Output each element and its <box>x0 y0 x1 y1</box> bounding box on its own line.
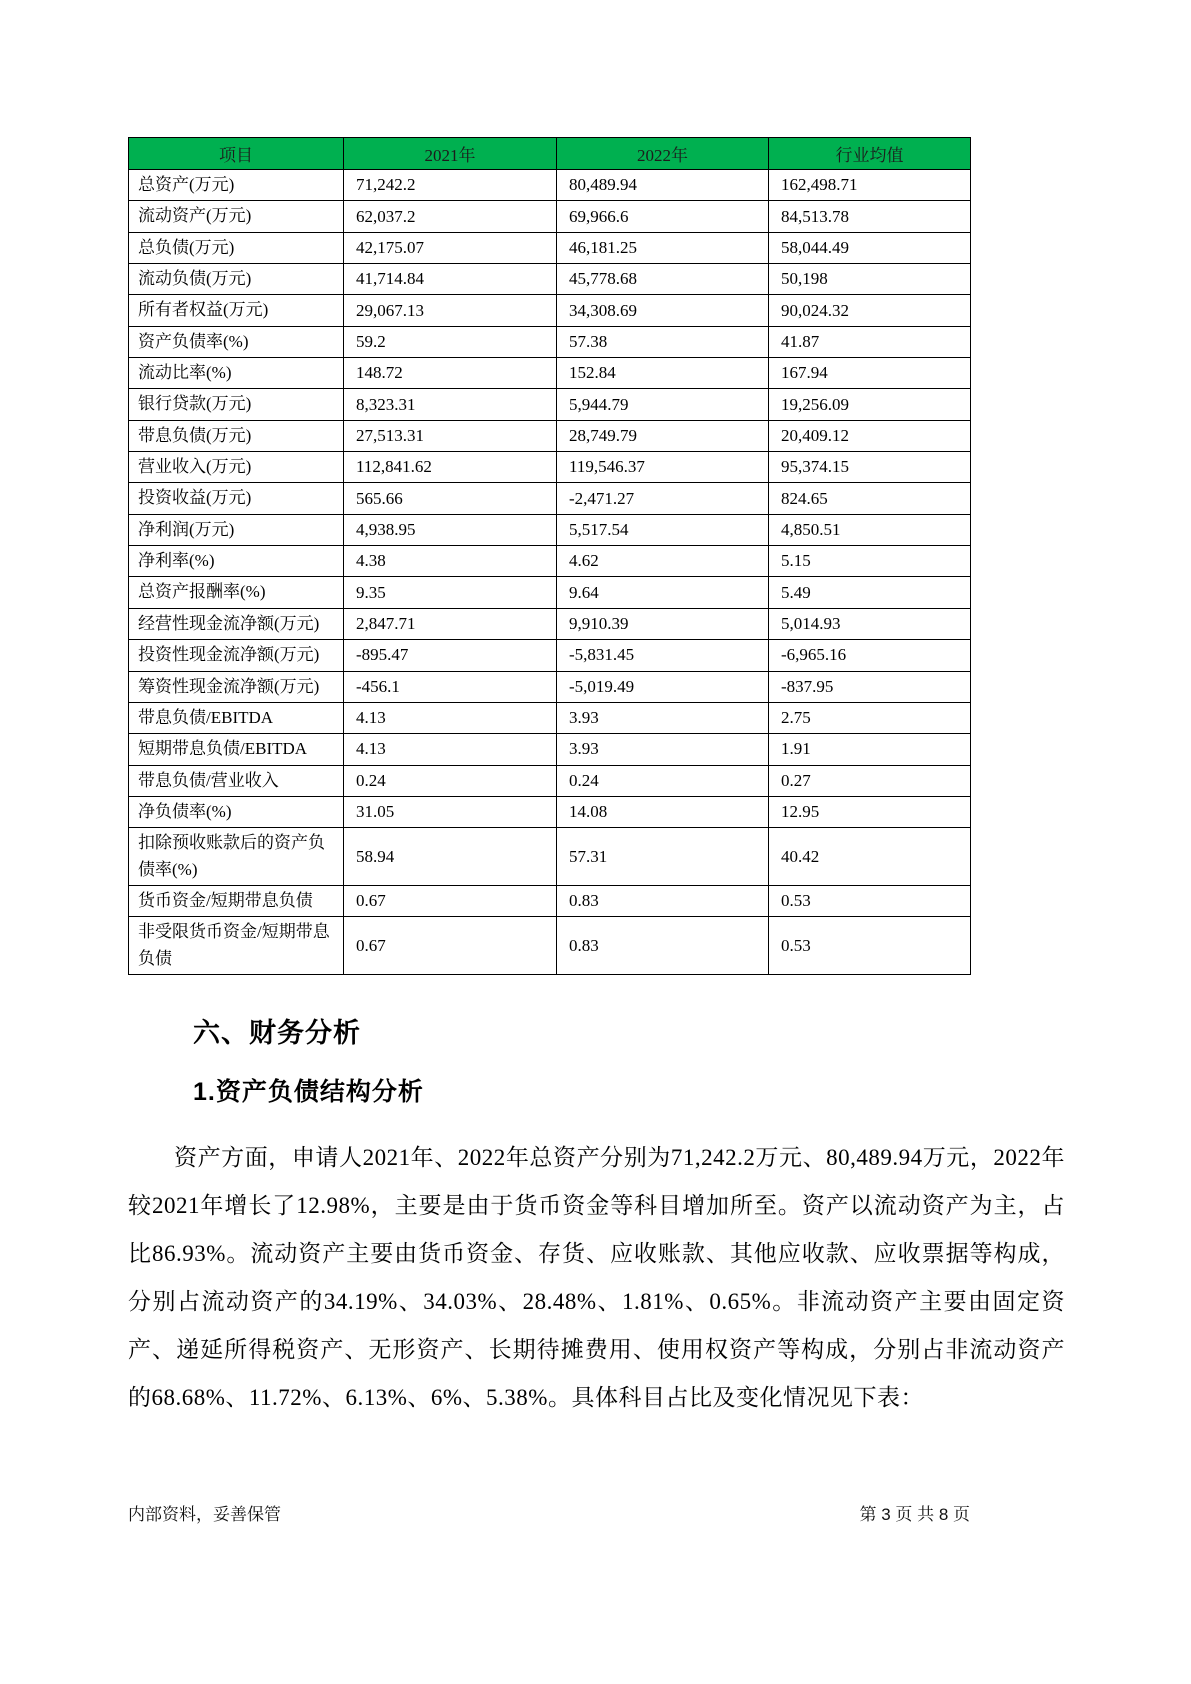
table-header-2022: 2022年 <box>557 138 769 170</box>
row-value: 41,714.84 <box>344 264 557 295</box>
row-value: 12.95 <box>769 796 971 827</box>
row-label: 投资收益(万元) <box>129 483 344 514</box>
table-header-2021: 2021年 <box>344 138 557 170</box>
row-value: 0.67 <box>344 885 557 916</box>
row-label: 总资产(万元) <box>129 170 344 201</box>
row-value: 34,308.69 <box>557 295 769 326</box>
row-value: 41.87 <box>769 326 971 357</box>
row-value: 80,489.94 <box>557 170 769 201</box>
row-value: 4,850.51 <box>769 514 971 545</box>
table-row <box>129 295 971 326</box>
row-value: 90,024.32 <box>769 295 971 326</box>
table-header-item: 项目 <box>129 138 344 170</box>
row-value: 5,014.93 <box>769 608 971 639</box>
row-value: 45,778.68 <box>557 264 769 295</box>
row-value: 14.08 <box>557 796 769 827</box>
row-value: 167.94 <box>769 358 971 389</box>
row-value: 42,175.07 <box>344 232 557 263</box>
row-value: 57.31 <box>557 828 769 886</box>
row-label: 总负债(万元) <box>129 232 344 263</box>
table-row <box>129 546 971 577</box>
row-value: 8,323.31 <box>344 389 557 420</box>
row-value: 152.84 <box>557 358 769 389</box>
table-row <box>129 326 971 357</box>
row-value: 0.53 <box>769 917 971 975</box>
row-value: 9.64 <box>557 577 769 608</box>
row-label: 流动负债(万元) <box>129 264 344 295</box>
row-label: 带息负债/营业收入 <box>129 765 344 796</box>
row-value: 71,242.2 <box>344 170 557 201</box>
row-value: 27,513.31 <box>344 420 557 451</box>
row-value: 1.91 <box>769 734 971 765</box>
financial-table-body <box>129 170 971 975</box>
row-label: 净利润(万元) <box>129 514 344 545</box>
table-row <box>129 201 971 232</box>
row-value: 20,409.12 <box>769 420 971 451</box>
table-row <box>129 358 971 389</box>
row-value: 5,944.79 <box>557 389 769 420</box>
footer-confidential-note: 内部资料，妥善保管 <box>128 1505 281 1524</box>
row-label: 银行贷款(万元) <box>129 389 344 420</box>
table-row <box>129 702 971 733</box>
row-value: 4.13 <box>344 702 557 733</box>
table-row <box>129 608 971 639</box>
table-row <box>129 483 971 514</box>
row-label: 投资性现金流净额(万元) <box>129 640 344 671</box>
row-value: 0.83 <box>557 885 769 916</box>
row-value: -895.47 <box>344 640 557 671</box>
row-value: 0.67 <box>344 917 557 975</box>
row-value: 5.15 <box>769 546 971 577</box>
table-row <box>129 452 971 483</box>
row-label: 流动资产(万元) <box>129 201 344 232</box>
table-row <box>129 671 971 702</box>
table-header-row <box>129 138 971 170</box>
row-value: 50,198 <box>769 264 971 295</box>
row-label: 筹资性现金流净额(万元) <box>129 671 344 702</box>
table-row <box>129 420 971 451</box>
table-row <box>129 514 971 545</box>
row-label: 资产负债率(%) <box>129 326 344 357</box>
row-value: 0.83 <box>557 917 769 975</box>
row-value: 0.24 <box>557 765 769 796</box>
row-value: 5.49 <box>769 577 971 608</box>
row-value: 148.72 <box>344 358 557 389</box>
row-value: 119,546.37 <box>557 452 769 483</box>
row-value: 4.13 <box>344 734 557 765</box>
row-value: 4.62 <box>557 546 769 577</box>
row-value: -5,019.49 <box>557 671 769 702</box>
footer-page-number: 第 3 页 共 8 页 <box>859 1505 970 1524</box>
row-label: 短期带息负债/EBITDA <box>129 734 344 765</box>
row-value: 2.75 <box>769 702 971 733</box>
analysis-paragraph: 资产方面，申请人2021年、2022年总资产分别为71,242.2万元、80,489.94万元，2022年较2021年增长了12.98%，主要是由于货币资金等科目增加所至。资产以流动资产为主，占比86.93%。流动资产主要由货币资金、存货、应收账款、其他应收款、应收票据等构成，分别占流动资产的34.19%、34.03%、28.48%、1.81%、0.65%。非流动资产主要由固定资产、递延所得税资产、无形资产、长期待摊费用、使用权资产等构成，分别占非流动资产的68.68%、11.72%、6.13%、6%、5.38%。具体科目占比及变化情况见下表： <box>128 1144 1065 1410</box>
table-row <box>129 828 971 886</box>
row-value: 69,966.6 <box>557 201 769 232</box>
table-header-industry-average: 行业均值 <box>769 138 971 170</box>
row-value: 112,841.62 <box>344 452 557 483</box>
table-row <box>129 796 971 827</box>
subsection-heading-balance-structure: 1.资产负债结构分析 <box>193 1077 424 1106</box>
table-row <box>129 577 971 608</box>
row-label: 净利率(%) <box>129 546 344 577</box>
row-value: 19,256.09 <box>769 389 971 420</box>
row-value: -456.1 <box>344 671 557 702</box>
row-value: 0.53 <box>769 885 971 916</box>
table-row <box>129 885 971 916</box>
row-label: 非受限货币资金/短期带息负债 <box>129 917 344 975</box>
row-value: 95,374.15 <box>769 452 971 483</box>
row-label: 总资产报酬率(%) <box>129 577 344 608</box>
table-row <box>129 170 971 201</box>
row-label: 所有者权益(万元) <box>129 295 344 326</box>
row-value: 565.66 <box>344 483 557 514</box>
section-headings <box>128 1011 1068 1108</box>
row-value: 84,513.78 <box>769 201 971 232</box>
table-row <box>129 734 971 765</box>
table-row <box>129 389 971 420</box>
row-value: 28,749.79 <box>557 420 769 451</box>
row-value: 62,037.2 <box>344 201 557 232</box>
row-label: 货币资金/短期带息负债 <box>129 885 344 916</box>
row-value: 29,067.13 <box>344 295 557 326</box>
row-value: -5,831.45 <box>557 640 769 671</box>
row-value: -2,471.27 <box>557 483 769 514</box>
row-value: 9,910.39 <box>557 608 769 639</box>
page-footer <box>128 1500 970 1525</box>
row-value: 46,181.25 <box>557 232 769 263</box>
row-value: 40.42 <box>769 828 971 886</box>
row-value: 58.94 <box>344 828 557 886</box>
row-label: 带息负债(万元) <box>129 420 344 451</box>
row-value: 3.93 <box>557 702 769 733</box>
row-value: -837.95 <box>769 671 971 702</box>
row-label: 经营性现金流净额(万元) <box>129 608 344 639</box>
row-value: 31.05 <box>344 796 557 827</box>
row-value: 0.24 <box>344 765 557 796</box>
row-value: -6,965.16 <box>769 640 971 671</box>
row-value: 162,498.71 <box>769 170 971 201</box>
page-content <box>128 137 1068 1422</box>
row-value: 59.2 <box>344 326 557 357</box>
row-value: 0.27 <box>769 765 971 796</box>
row-value: 2,847.71 <box>344 608 557 639</box>
row-label: 流动比率(%) <box>129 358 344 389</box>
row-value: 4,938.95 <box>344 514 557 545</box>
row-value: 58,044.49 <box>769 232 971 263</box>
row-value: 9.35 <box>344 577 557 608</box>
table-row <box>129 640 971 671</box>
row-value: 5,517.54 <box>557 514 769 545</box>
row-value: 4.38 <box>344 546 557 577</box>
financial-metrics-table <box>128 137 971 975</box>
section-heading-financial-analysis: 六、财务分析 <box>193 1017 361 1048</box>
row-value: 57.38 <box>557 326 769 357</box>
table-row <box>129 232 971 263</box>
row-label: 带息负债/EBITDA <box>129 702 344 733</box>
row-value: 824.65 <box>769 483 971 514</box>
table-row <box>129 917 971 975</box>
table-row <box>129 765 971 796</box>
row-label: 净负债率(%) <box>129 796 344 827</box>
row-value: 3.93 <box>557 734 769 765</box>
row-label: 扣除预收账款后的资产负债率(%) <box>129 828 344 886</box>
row-label: 营业收入(万元) <box>129 452 344 483</box>
table-row <box>129 264 971 295</box>
